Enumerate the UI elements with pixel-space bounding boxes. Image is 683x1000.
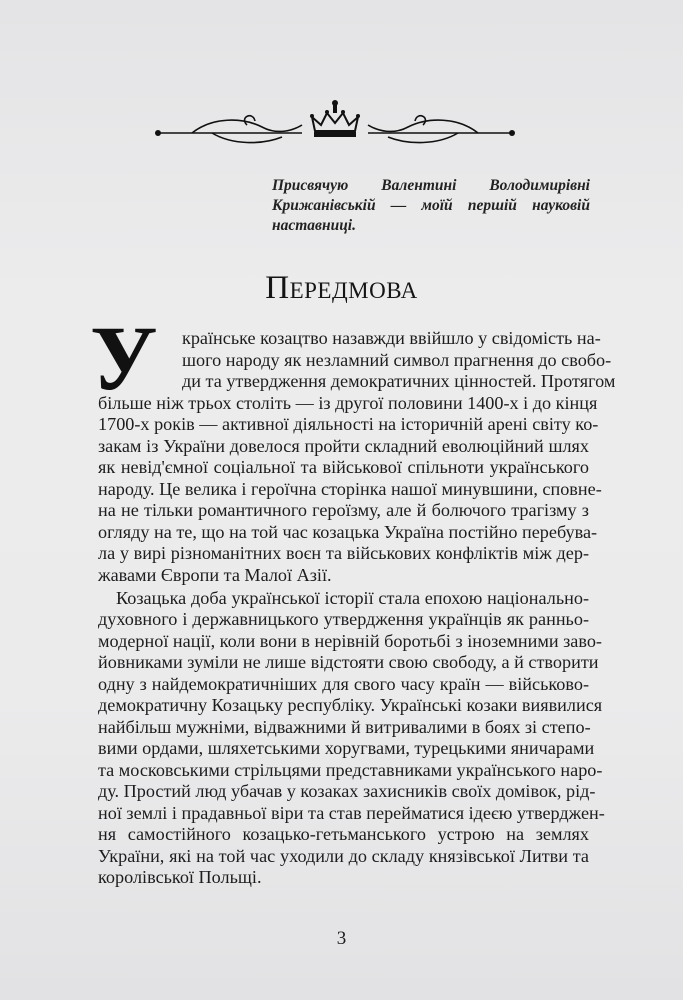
text-line: ди та утвердження демократичних цінностей. Протягом bbox=[182, 371, 616, 391]
text-line: народу. Це велика і героїчна сторінка нашої минувшини, сповне- bbox=[98, 478, 602, 499]
text-line: вими ордами, шляхетськими хоругвами, турецькими яничарами bbox=[98, 738, 595, 758]
text-line: модерної нації, коли вони в нерівній боротьбі з іноземними заво- bbox=[98, 630, 602, 651]
text-line: огляду на те, що на той час козацька Україна постійно перебува- bbox=[98, 521, 598, 542]
body-text bbox=[98, 328, 616, 889]
text-line: демократичну Козацьку республіку. Українські козаки виявилися bbox=[98, 695, 603, 715]
text-line: жавами Європи та Малої Азії. bbox=[98, 564, 332, 585]
text-line: одну з найдемократичніших для свого часу країн — військово- bbox=[98, 673, 589, 694]
text-line: ду. Простий люд убачав у козаках захисників своїх домівок, рід- bbox=[98, 781, 596, 801]
text-line: закам із України довелося пройти складний еволюційний шлях bbox=[98, 435, 589, 456]
dedication-line: наставниці. bbox=[272, 217, 356, 234]
text-line: України, які на той час уходили до складу князівської Литви та bbox=[98, 845, 589, 866]
chapter-title: Передмова bbox=[265, 270, 418, 306]
text-line: духовного і державницького утвердження українців як ранньо- bbox=[98, 609, 589, 629]
text-line: на не тільки романтичного героїзму, але й болючого трагізму з bbox=[98, 500, 589, 520]
dedication bbox=[272, 176, 590, 236]
text-line: ня самостійного козацько-гетьманського устрою на землях bbox=[98, 824, 589, 844]
drop-cap: У bbox=[90, 307, 158, 409]
text-line: як невід'ємної соціальної та військової спільноти українського bbox=[98, 457, 589, 477]
text-line: найбільш мужніми, відважними й витривалими в боях зі степо- bbox=[98, 716, 591, 737]
text-line: королівської Польщі. bbox=[98, 867, 262, 887]
dedication-line: Присвячую Валентині Володимирівні bbox=[272, 177, 590, 194]
text-line: більше ніж трьох століть — із другої половини 1400-х і до кінця bbox=[98, 392, 598, 413]
text-line: ної землі і прадавньої віри та став перейматися ідеєю утверджен- bbox=[98, 802, 605, 823]
text-line: 1700-х років — активної діяльності на історичній арені світу ко- bbox=[98, 414, 599, 434]
text-line: та московськими стрільцями представниками українського наро- bbox=[98, 759, 603, 780]
crown-ornament-icon bbox=[152, 95, 518, 155]
text-line: йовниками зуміли не лише відстояти свою свободу, а й створити bbox=[98, 652, 599, 672]
paragraph-2 bbox=[98, 587, 605, 889]
text-line: шого народу як незламний символ прагнення до свобо- bbox=[182, 349, 612, 370]
text-line: країнське козацтво назавжди ввійшло у свідомість на- bbox=[182, 328, 601, 348]
paragraph-1 bbox=[98, 328, 616, 586]
text-line: Козацька доба української історії стала епохою національно- bbox=[116, 587, 589, 608]
page-number: 3 bbox=[336, 928, 347, 949]
dedication-line: Крижанівській — моїй першій науковій bbox=[272, 197, 590, 214]
text-line: ла у вирі різноманітних воєн та військових конфліктів між дер- bbox=[98, 543, 589, 563]
